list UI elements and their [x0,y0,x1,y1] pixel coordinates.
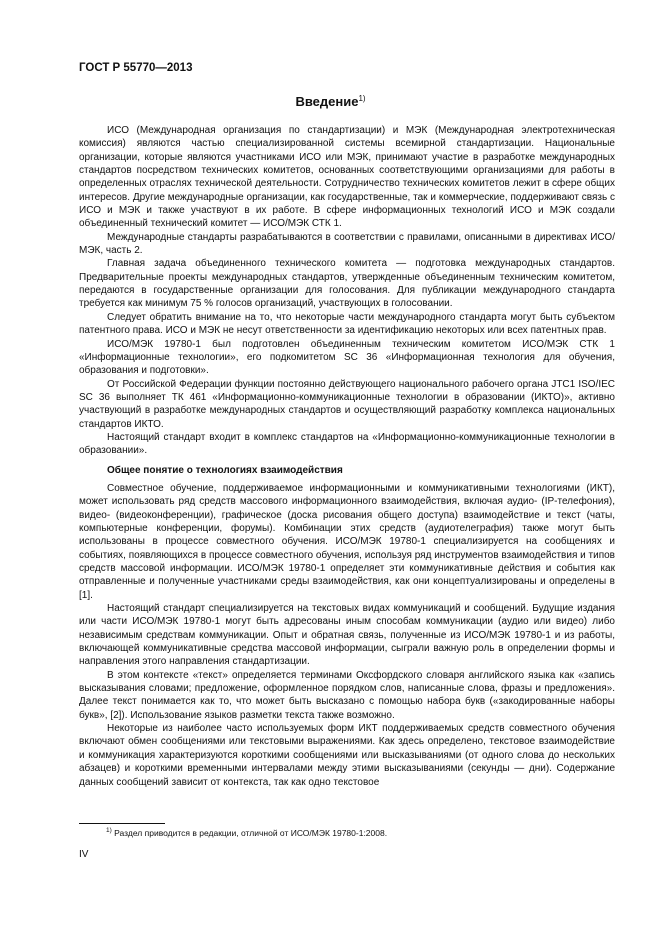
footnote-mark: 1) [106,827,112,834]
paragraph: От Российской Федерации функции постоянно действующего национального рабочего органа JTC1 ISO/IEC SC 36 выполняет ТК 461 «Информационно-коммуникационные технологии в образовании (ИКТО)», активно участвующий в разработке международных стандартов и осуществляющий разработку комплекса национальных стандартов ИКТО. [79,378,615,430]
paragraph: ИСО (Международная организация по стандартизации) и МЭК (Международная электротехническая комиссия) являются частью специализированной системы всемирной стандартизации. Национальные организации, которые являются участниками ИСО или МЭК, принимают участие в разработке международных стандартов посредством технических комитетов, основанных соответствующими организациями для работы в определенных отраслях технической деятельности. Сотрудничество технических комитетов лежит в сфере общих интересов. Другие международные организации, как государственные, так и коммерческие, поддерживают связь с ИСО и МЭК и также участвуют в их работе. В сфере информационных технологий ИСО и МЭК создали объединенный технический комитет — ИСО/МЭК СТК 1. [79,125,615,230]
title-footnote-mark: 1) [358,94,366,103]
section-heading: Общее понятие о технологиях взаимодействия [107,464,343,476]
document-body [79,124,615,789]
paragraph: Настоящий стандарт специализируется на текстовых видах коммуникаций и сообщений. Будущие издания или части ИСО/МЭК 19780-1 могут быть адресованы иным способам коммуникации (аудио или видео) либо независимым средствам коммуникации. Опыт и обратная связь, полученные из ИСО/МЭК 19780-1 и из работы, включающей коммуникативные средства массовой информации, сыграли важную роль в определении формы и направления этого направления стандартизации. [79,603,615,668]
document-header: ГОСТ Р 55770—2013 [79,62,193,74]
page-number: IV [79,849,89,860]
paragraph: Международные стандарты разрабатываются в соответствии с правилами, описанными в директивах ИСО/МЭК, часть 2. [79,231,615,257]
paragraph: В этом контексте «текст» определяется терминами Оксфордского словаря английского языка как «запись высказывания словами; предложение, оформленное порядком слов, написанные слова, фразы и предложения». Далее текст понимается как то, что может быть высказано с помощью набора букв («закодированные наборы букв», [2]). Использование языков разметки текста также возможно. [79,669,615,721]
paragraph: ИСО/МЭК 19780-1 был подготовлен объединенным техническим комитетом ИСО/МЭК СТК 1 «Информационные технологии», его подкомитетом SC 36 «Информационная технология для обучения, образования и подготовки». [79,338,615,377]
footnote-divider [79,823,165,824]
paragraph: Настоящий стандарт входит в комплекс стандартов на «Информационно-коммуникационные технологии в образовании». [79,431,615,457]
paragraph: Некоторые из наиболее часто используемых форм ИКТ поддерживаемых средств совместного обучения включают обмен сообщениями или текстовыми выражениями. Как здесь определено, текстовое взаимодействие и коммуникация характеризуются короткими сообщениями или высказываниями (от одного слова до нескольких абзацев) и короткими временными интервалами между этими высказываниями (секунды — дни). Содержание данных сообщений зависит от контекста, так как одно текстовое [79,723,615,788]
title-text: Введение [295,94,359,109]
footnote [106,827,387,838]
paragraph: Совместное обучение, поддерживаемое информационными и коммуникативными технологиями (ИКТ), может использовать ряд средств массового информационного взаимодействия, включая аудио- (IP-телефония), видео- (видеоконференции), графическое (доска рисования общего доступа) взаимодействие и текст (чаты, компьютерные конференции, форумы). Комбинации этих средств (аудиотелеграфия) также могут быть использованы в процессе совместного обучения. ИСО/МЭК 19780-1 специализируется на сообщениях и событиях, появляющихся в процессе совместного обучения, используя ряд инструментов взаимодействия и типов средств массовой информации. ИСО/МЭК 19780-1 определяет эти коммуникативные действия и события как отправленные и полученные участниками среды взаимодействия, как они концептуализированы и определены в [1]. [79,482,615,601]
paragraph: Главная задача объединенного технического комитета — подготовка международных стандартов. Предварительные проекты международных стандартов, утвержденные объединенным техническим комитетом, передаются в государственные организации для голосования. Для публикации международного стандарта требуется как минимум 75 % голосов организаций, участвующих в голосовании. [79,258,615,310]
paragraph: Следует обратить внимание на то, что некоторые части международного стандарта могут быть субъектом патентного права. ИСО и МЭК не несут ответственности за идентификацию некоторых или всех патентных прав. [79,311,615,337]
section-title [0,94,661,109]
footnote-text: Раздел приводится в редакции, отличной от ИСО/МЭК 19780-1:2008. [114,827,388,838]
